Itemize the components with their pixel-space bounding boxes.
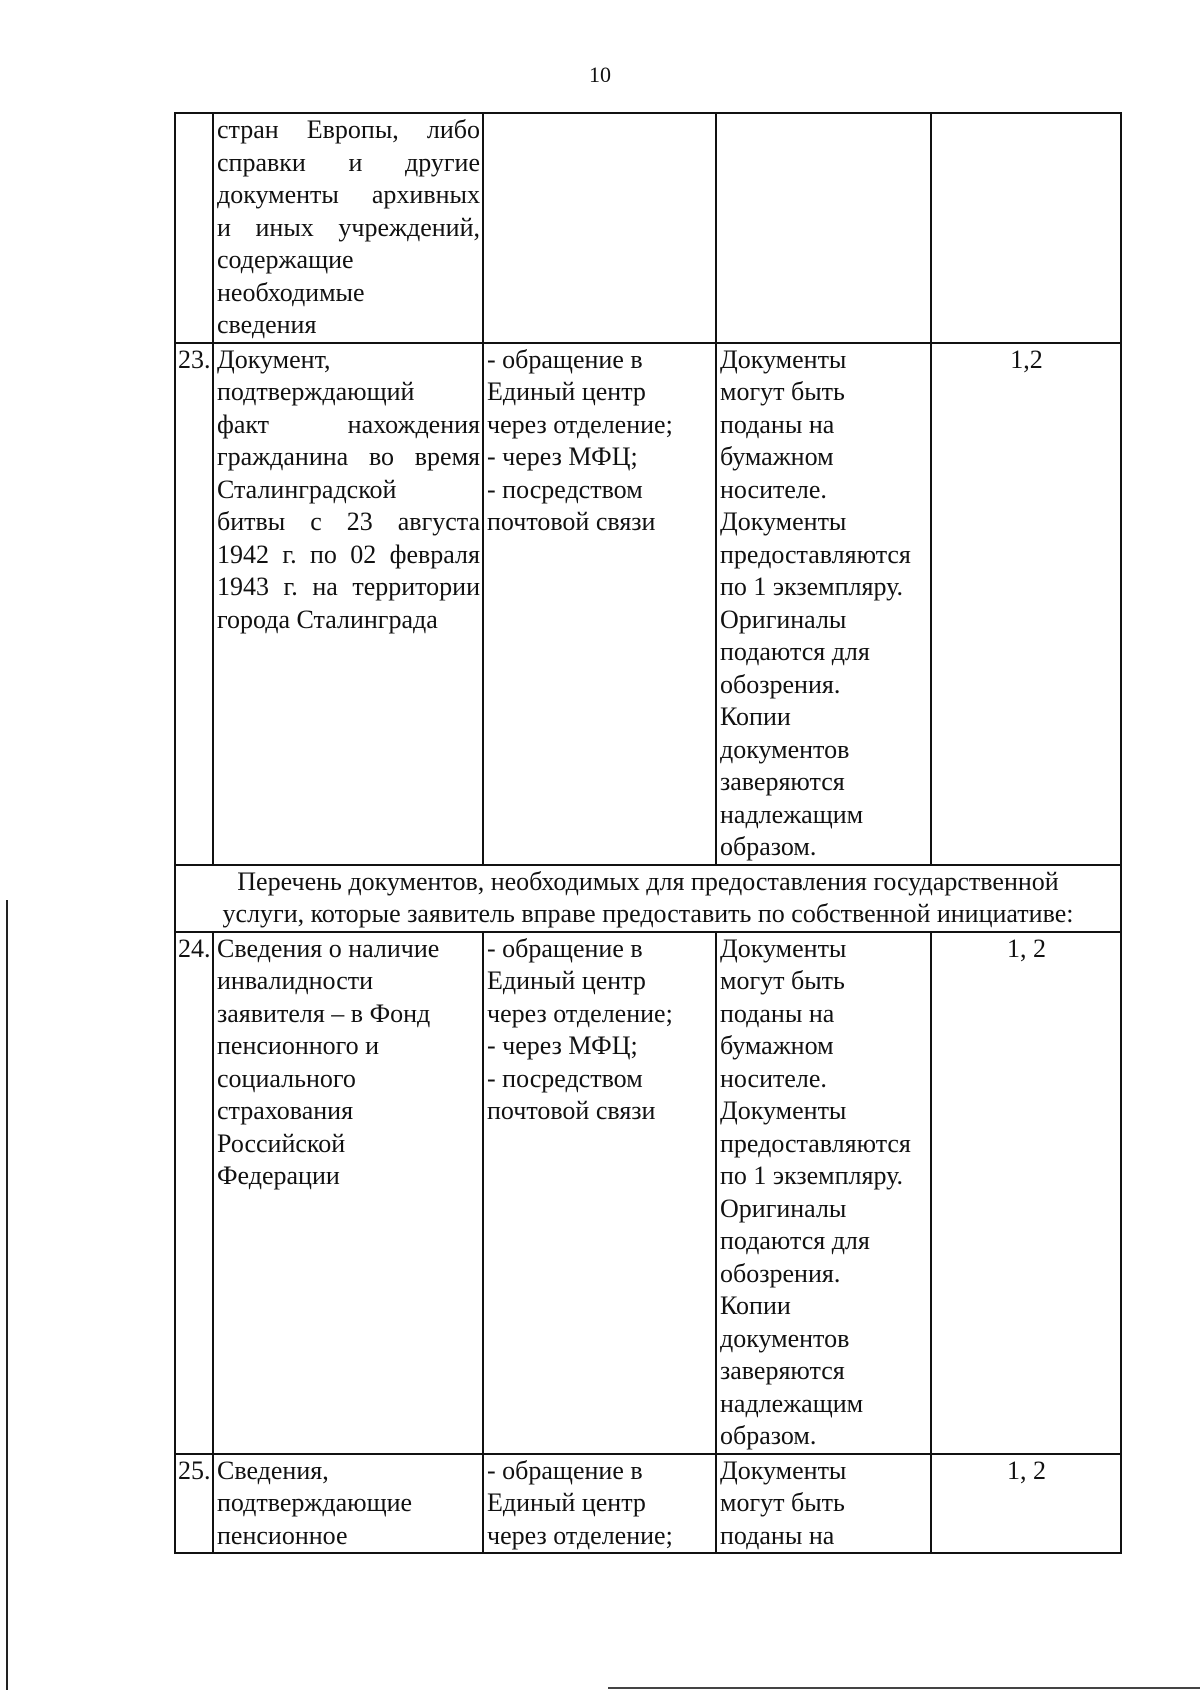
requirement-line: могут быть xyxy=(720,966,845,995)
section-header-row xyxy=(175,865,1121,932)
requirement-line: Документы xyxy=(720,933,847,963)
requirement-line: носителе. xyxy=(720,474,827,504)
requirement-line: бумажном xyxy=(720,442,834,471)
document-line: города Сталинграда xyxy=(217,604,438,634)
requirement-line: по 1 экземпляру. xyxy=(720,572,904,601)
submission-method-cell xyxy=(483,932,716,1454)
method-line: - через МФЦ; xyxy=(487,442,638,471)
requirement-line: Копии xyxy=(720,702,791,731)
requirements-cell xyxy=(716,343,931,865)
reference-cell: 1, 2 xyxy=(931,1454,1121,1554)
reference-cell: 1, 2 xyxy=(931,932,1121,1454)
requirement-line: Документы xyxy=(720,1455,847,1485)
documents-table xyxy=(174,112,1122,1554)
reference-cell xyxy=(931,113,1121,343)
page-number: 10 xyxy=(589,62,611,87)
row-number-cell: 24. xyxy=(175,932,213,1454)
requirement-line: заверяются xyxy=(720,767,845,796)
requirement-line: обозрения. xyxy=(720,669,841,699)
reference-cell: 1,2 xyxy=(931,343,1121,865)
document-line: заявителя – в Фонд xyxy=(217,998,431,1028)
requirement-line: Копии xyxy=(720,1291,791,1320)
document-line: инвалидности xyxy=(217,966,374,995)
method-line: Единый центр xyxy=(487,966,646,995)
submission-method-cell xyxy=(483,113,716,343)
document-line: документы архивных xyxy=(217,180,480,209)
document-line: содержащие xyxy=(217,245,354,274)
method-line: Единый центр xyxy=(487,1488,646,1517)
document-line: битвы с 23 августа xyxy=(217,507,480,536)
method-line: почтовой связи xyxy=(487,1096,656,1125)
document-line: необходимые xyxy=(217,277,365,307)
method-line: через отделение; xyxy=(487,998,673,1028)
requirements-cell xyxy=(716,113,931,343)
requirement-line: носителе. xyxy=(720,1063,827,1093)
document-line: Федерации xyxy=(217,1161,340,1190)
document-line: стран Европы, либо xyxy=(217,115,480,144)
document-name-cell xyxy=(213,1454,483,1554)
document-line: пенсионное xyxy=(217,1520,348,1550)
submission-method-cell xyxy=(483,343,716,865)
bottom-rule xyxy=(608,1687,1200,1689)
method-line: - обращение в xyxy=(487,344,643,374)
section-header-line: услуги, которые заявитель вправе предоставить по собственной инициативе: xyxy=(222,899,1074,928)
row-number-cell xyxy=(175,113,213,343)
requirement-line: Документы xyxy=(720,344,847,374)
document-name-cell xyxy=(213,343,483,865)
requirement-line: образом. xyxy=(720,832,817,861)
left-margin-rule xyxy=(6,900,8,1690)
requirement-line: предоставляются xyxy=(720,1128,911,1158)
requirement-line: образом. xyxy=(720,1421,817,1450)
requirement-line: поданы на xyxy=(720,1520,835,1550)
requirements-cell xyxy=(716,932,931,1454)
requirement-line: Оригиналы xyxy=(720,604,847,634)
table-row-continuation xyxy=(175,113,1121,343)
method-line: Единый центр xyxy=(487,377,646,406)
document-line: пенсионного и xyxy=(217,1031,380,1060)
document-line: и иных учреждений, xyxy=(217,212,480,242)
requirement-line: надлежащим xyxy=(720,1388,864,1418)
method-line: - обращение в xyxy=(487,1455,643,1485)
requirement-line: Документы xyxy=(720,1096,847,1125)
document-line: Сведения о наличие xyxy=(217,933,440,963)
document-line: Российской xyxy=(217,1128,346,1158)
table-row-25 xyxy=(175,1454,1121,1554)
table-row-23 xyxy=(175,343,1121,865)
requirement-line: Оригиналы xyxy=(720,1193,847,1223)
requirement-line: подаются для xyxy=(720,637,870,666)
document-name-cell xyxy=(213,113,483,343)
row-number-cell: 23. xyxy=(175,343,213,865)
requirement-line: обозрения. xyxy=(720,1258,841,1288)
requirement-line: подаются для xyxy=(720,1226,870,1255)
requirement-line: могут быть xyxy=(720,377,845,406)
method-line: - посредством xyxy=(487,1063,643,1093)
table-row-24 xyxy=(175,932,1121,1454)
document-line: 1943 г. на территории xyxy=(217,572,480,601)
method-line: почтовой связи xyxy=(487,507,656,536)
requirement-line: могут быть xyxy=(720,1488,845,1517)
requirement-line: поданы на xyxy=(720,409,835,439)
document-line: страхования xyxy=(217,1096,354,1125)
document-line: Документ, xyxy=(217,344,331,374)
method-line: через отделение; xyxy=(487,1520,673,1550)
document-line: справки и другие xyxy=(217,147,480,177)
document-line: подтверждающий xyxy=(217,377,415,406)
document-name-cell xyxy=(213,932,483,1454)
requirements-cell xyxy=(716,1454,931,1554)
document-line: 1942 г. по 02 февраля xyxy=(217,539,480,569)
method-line: - обращение в xyxy=(487,933,643,963)
submission-method-cell xyxy=(483,1454,716,1554)
row-number-cell: 25. xyxy=(175,1454,213,1554)
requirement-line: по 1 экземпляру. xyxy=(720,1161,904,1190)
requirement-line: документов xyxy=(720,1323,850,1353)
requirement-line: документов xyxy=(720,734,850,764)
requirement-line: бумажном xyxy=(720,1031,834,1060)
document-line: социального xyxy=(217,1063,356,1093)
method-line: через отделение; xyxy=(487,409,673,439)
requirement-line: поданы на xyxy=(720,998,835,1028)
section-header-line: Перечень документов, необходимых для предоставления государственной xyxy=(237,866,1059,896)
method-line: - через МФЦ; xyxy=(487,1031,638,1060)
document-line: Сталинградской xyxy=(217,474,397,504)
requirement-line: заверяются xyxy=(720,1356,845,1385)
requirement-line: предоставляются xyxy=(720,539,911,569)
document-line: Сведения, xyxy=(217,1455,329,1485)
document-line: факт нахождения xyxy=(217,409,480,439)
section-header-cell xyxy=(175,865,1121,932)
requirement-line: надлежащим xyxy=(720,799,864,829)
document-line: гражданина во время xyxy=(217,442,480,471)
document-line: подтверждающие xyxy=(217,1488,413,1517)
requirement-line: Документы xyxy=(720,507,847,536)
document-line: сведения xyxy=(217,310,317,339)
method-line: - посредством xyxy=(487,474,643,504)
